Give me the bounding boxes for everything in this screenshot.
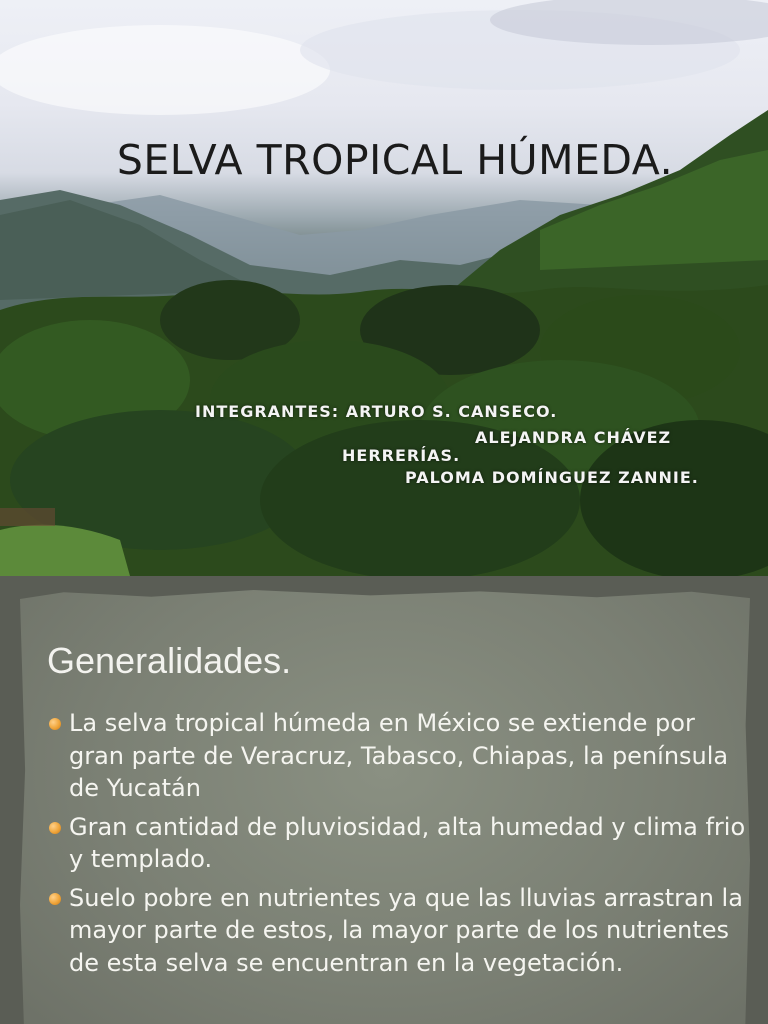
- list-item: [47, 707, 747, 805]
- bullet-dot-icon: [49, 718, 61, 730]
- list-item: [47, 882, 747, 980]
- slide-heading: Generalidades.: [47, 640, 292, 681]
- members-line-3: HERRERÍAS.: [342, 446, 461, 465]
- bullet-text: Gran cantidad de pluviosidad, alta humedad y clima frio y templado.: [69, 812, 746, 873]
- members-line-2: ALEJANDRA CHÁVEZ: [475, 428, 672, 447]
- bullet-dot-icon: [49, 822, 61, 834]
- members-line-4: PALOMA DOMÍNGUEZ ZANNIE.: [405, 468, 699, 487]
- slide-title: SELVA TROPICAL HÚMEDA.: [116, 136, 674, 184]
- bullet-text: Suelo pobre en nutrientes ya que las lluvias arrastran la mayor parte de estos, la mayor parte de los nutrientes de esta selva se encuentran en la vegetación.: [69, 883, 743, 977]
- list-item: [47, 811, 747, 876]
- members-line-1: INTEGRANTES: ARTURO S. CANSECO.: [195, 402, 558, 421]
- bullet-text: La selva tropical húmeda en México se extiende por gran parte de Veracruz, Tabasco, Chiapas, la península de Yucatán: [69, 709, 729, 802]
- bullet-dot-icon: [49, 893, 61, 905]
- bullet-list: [47, 707, 747, 985]
